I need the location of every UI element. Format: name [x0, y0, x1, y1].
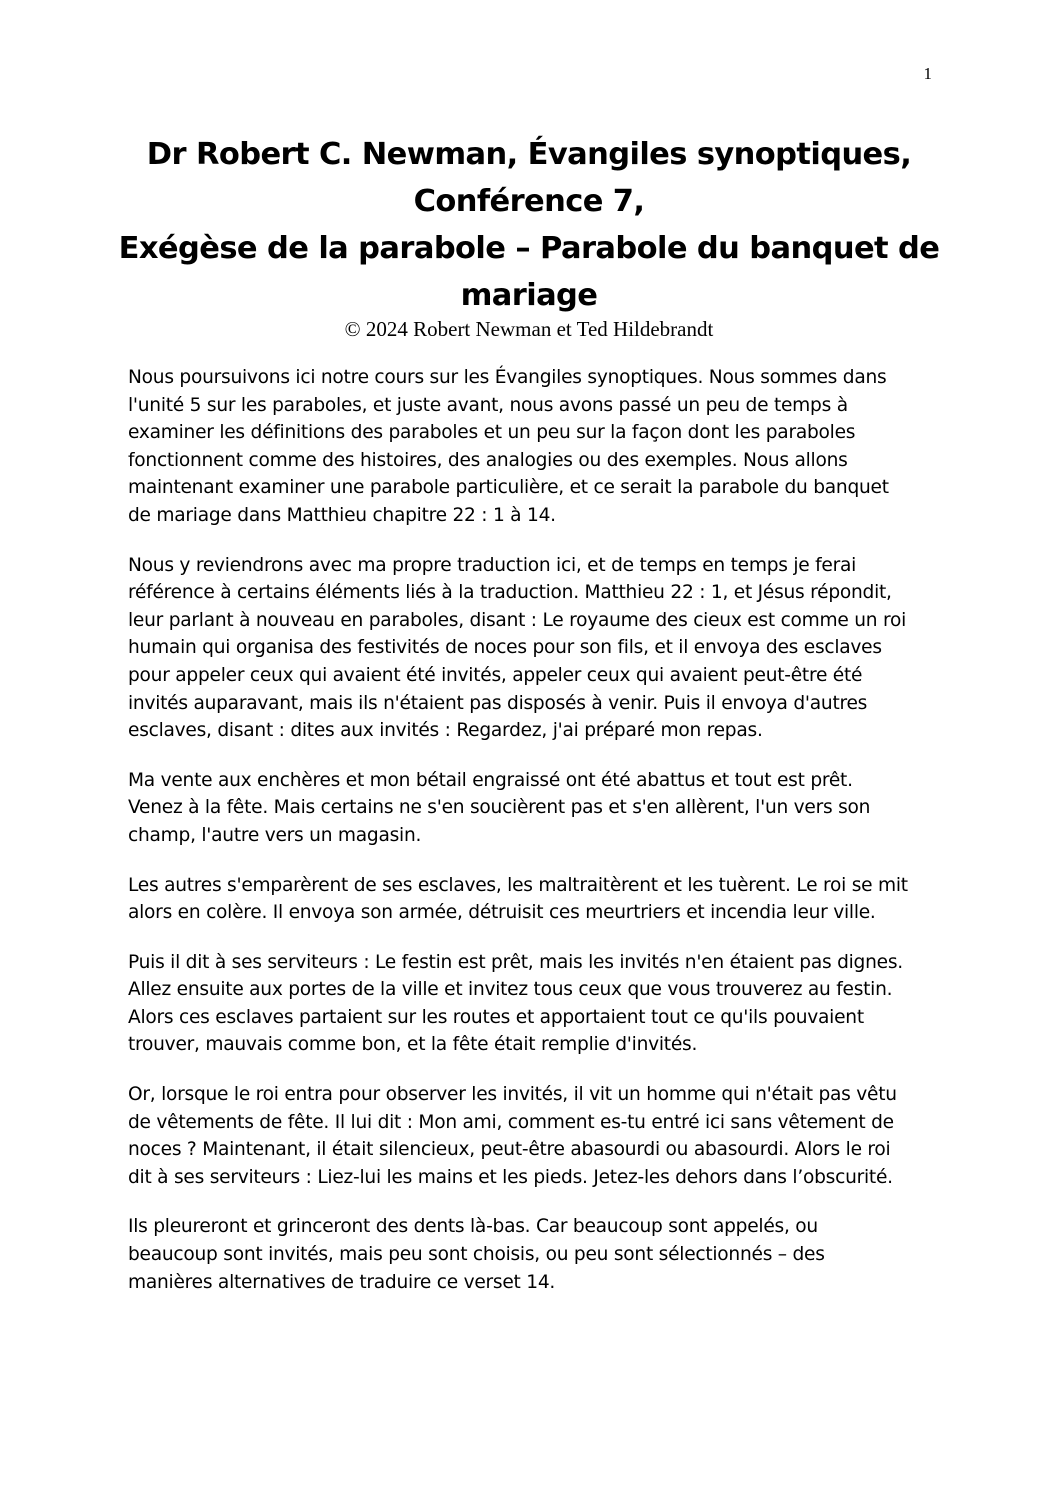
- text-line: dit à ses serviteurs : Liez-lui les mains et les pieds. Jetez-les dehors dans l’obscurité.: [128, 1166, 893, 1188]
- text-line: Ma vente aux enchères et mon bétail engraissé ont été abattus et tout est prêt.: [128, 769, 853, 791]
- text-line: maintenant examiner une parabole particulière, et ce serait la parabole du banquet: [128, 477, 889, 499]
- text-line: fonctionnent comme des histoires, des analogies ou des exemples. Nous allons: [128, 449, 848, 471]
- paragraph: [128, 1213, 936, 1296]
- paragraph: [128, 949, 936, 1059]
- title-line: Conférence 7,: [413, 184, 645, 219]
- body-text: [128, 364, 936, 1318]
- text-line: l'unité 5 sur les paraboles, et juste avant, nous avons passé un peu de temps à: [128, 394, 848, 416]
- text-line: Puis il dit à ses serviteurs : Le festin est prêt, mais les invités n'en étaient pas dignes.: [128, 951, 903, 973]
- text-line: invités auparavant, mais ils n'étaient pas disposés à venir. Puis il envoya d'autres: [128, 692, 868, 714]
- text-line: beaucoup sont invités, mais peu sont choisis, ou peu sont sélectionnés – des: [128, 1244, 825, 1266]
- paragraph: [128, 872, 936, 927]
- text-line: Les autres s'emparèrent de ses esclaves, les maltraitèrent et les tuèrent. Le roi se mit: [128, 874, 908, 896]
- text-line: référence à certains éléments liés à la traduction. Matthieu 22 : 1, et Jésus répondit,: [128, 582, 892, 604]
- text-line: trouver, mauvais comme bon, et la fête était remplie d'invités.: [128, 1034, 698, 1056]
- title-line: Dr Robert C. Newman, Évangiles synoptiques,: [146, 137, 912, 172]
- text-line: manières alternatives de traduire ce verset 14.: [128, 1271, 556, 1293]
- title-line: Exégèse de la parabole – Parabole du banquet de: [118, 231, 940, 266]
- text-line: Ils pleureront et grinceront des dents là-bas. Car beaucoup sont appelés, ou: [128, 1216, 818, 1238]
- text-line: Nous y reviendrons avec ma propre traduction ici, et de temps en temps je ferai: [128, 554, 857, 576]
- page-number: 1: [923, 64, 932, 83]
- text-line: pour appeler ceux qui avaient été invités, appeler ceux qui avaient peut-être été: [128, 664, 863, 686]
- text-line: esclaves, disant : dites aux invités : Regardez, j'ai préparé mon repas.: [128, 720, 763, 742]
- text-line: de vêtements de fête. Il lui dit : Mon ami, comment es-tu entré ici sans vêtement de: [128, 1111, 894, 1133]
- text-line: leur parlant à nouveau en paraboles, disant : Le royaume des cieux est comme un roi: [128, 609, 907, 631]
- text-line: champ, l'autre vers un magasin.: [128, 824, 422, 846]
- paragraph: [128, 767, 936, 850]
- text-line: Or, lorsque le roi entra pour observer les invités, il vit un homme qui n'était pas vêtu: [128, 1084, 897, 1106]
- text-line: noces ? Maintenant, il était silencieux, peut-être abasourdi ou abasourdi. Alors le roi: [128, 1139, 891, 1161]
- title-line: mariage: [460, 278, 598, 313]
- text-line: Nous poursuivons ici notre cours sur les Évangiles synoptiques. Nous sommes dans: [128, 367, 887, 388]
- copyright-line: © 2024 Robert Newman et Ted Hildebrandt: [344, 317, 714, 341]
- text-line: Venez à la fête. Mais certains ne s'en soucièrent pas et s'en allèrent, l'un vers son: [128, 797, 871, 819]
- title-block: [110, 131, 948, 342]
- paragraph: [128, 364, 936, 530]
- paragraph: [128, 552, 936, 745]
- text-line: Alors ces esclaves partaient sur les routes et apportaient tout ce qu'ils pouvaient: [128, 1006, 864, 1028]
- paragraph: [128, 1081, 936, 1191]
- text-line: examiner les définitions des paraboles et un peu sur la façon dont les paraboles: [128, 422, 856, 444]
- text-line: de mariage dans Matthieu chapitre 22 : 1 à 14.: [128, 504, 556, 526]
- text-line: humain qui organisa des festivités de noces pour son fils, et il envoya des esclaves: [128, 637, 882, 659]
- text-line: alors en colère. Il envoya son armée, détruisit ces meurtriers et incendia leur ville.: [128, 902, 876, 924]
- text-line: Allez ensuite aux portes de la ville et invitez tous ceux que vous trouverez au festin.: [128, 979, 893, 1001]
